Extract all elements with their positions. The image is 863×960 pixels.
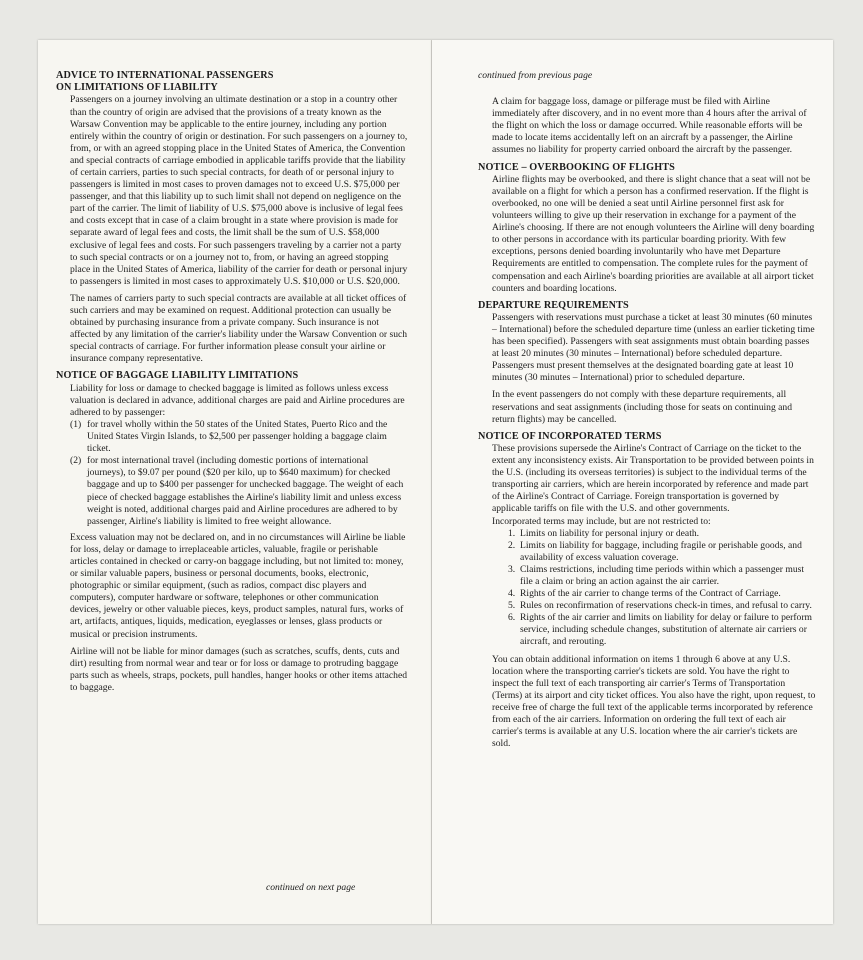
list-item-text: Limits on liability for baggage, including fragile or perishable goods, and availability of excess valuation coverage. xyxy=(520,539,802,563)
list-item xyxy=(508,600,816,612)
overbooking-heading: NOTICE – OVERBOOKING OF FLIGHTS xyxy=(478,161,675,173)
list-item xyxy=(508,564,816,588)
liability-heading xyxy=(56,70,408,94)
additional-info-paragraph: You can obtain additional information on items 1 through 6 above at any U.S. location where the transporting carrier's tickets are sold. You have the right to inspect the full text of each transporting air carrier's Terms of Transportation (Terms) at its airport and city ticket offices. You also have the right, upon request, to receive free of charge the full text of the applicable terms incorporated by reference from each of the air carriers. Information on ordering the full text of each air carrier's terms is available at any U.S. location where the air carrier's tickets are sold. xyxy=(492,653,816,750)
list-item-text: Rights of the air carrier and limits on liability for delay or failure to perform service, including schedule changes, substitution of alternate air carriers or aircraft, and rerouting. xyxy=(520,612,812,648)
incorporated-list-intro: Incorporated terms may include, but are not restricted to: xyxy=(492,515,711,527)
incorporated-terms-list xyxy=(508,528,816,649)
departure-paragraph-1: Passengers with reservations must purchase a ticket at least 30 minutes (60 minutes – International) before the scheduled departure time (unless an earlier ticketing time has been specified). Passengers with seat assignments must obtain boarding passes at least 20 minutes (30 minutes – International) before scheduled departure. Passengers must present themselves at the designated boarding gate at least 10 minutes (30 minutes – International) prior to scheduled departure. xyxy=(492,311,815,384)
list-item xyxy=(508,612,816,648)
right-column xyxy=(478,70,816,755)
liability-heading-line1: ADVICE TO INTERNATIONAL PASSENGERS xyxy=(56,70,274,81)
carriers-names-paragraph: The names of carriers party to such special contracts are available at all ticket offices of such carriers and may be examined on request. Additional protection can usually be obtained by purchasing insurance from a private company. Such insurance is not affected by any limitation of the carrier's liability under the Warsaw Convention or such special contracts of carriage. For further information please consult your airline or insurance company representative. xyxy=(70,292,408,365)
list-item-number: (1) xyxy=(70,418,82,430)
baggage-intro-paragraph: Liability for loss or damage to checked baggage is limited as follows unless excess valuation is declared in advance, additional charges are paid and Airline procedures are adhered to by passenger: xyxy=(70,382,405,418)
incorporated-terms-heading: NOTICE OF INCORPORATED TERMS xyxy=(478,430,662,442)
right-page xyxy=(432,40,833,924)
list-item-text: Limits on liability for personal injury or death. xyxy=(520,527,700,539)
list-item-number: 3. xyxy=(508,563,516,575)
list-item-number: 2. xyxy=(508,539,516,551)
left-column xyxy=(56,70,408,699)
list-item-number: 6. xyxy=(508,612,516,624)
list-item-number: 1. xyxy=(508,527,516,539)
list-item xyxy=(508,588,816,600)
list-item-text: Rules on reconfirmation of reservations check-in times, and refusal to carry. xyxy=(520,600,812,612)
baggage-liability-heading: NOTICE OF BAGGAGE LIABILITY LIMITATIONS xyxy=(56,370,299,382)
continued-next-note: continued on next page xyxy=(266,882,356,893)
warsaw-convention-paragraph: Passengers on a journey involving an ultimate destination or a stop in a country other than the country of origin are advised that the provisions of a treaty known as the Warsaw Convention may be applicable to the entire journey, including any portion entirely within the country of origin or destination. For such passengers on a journey to, from, or with an agreed stopping place in the United States of America, the Convention and special contracts of carriage embodied in applicable tariffs provide that the liability of certain carriers, parties to such special contracts, for death of or personal injury to passengers is limited in most cases to proven damages not to exceed U.S. $75,000 per passenger, and that this liability up to such limit shall not depend on negligence on the part of the carrier. The limit of liability of U.S. $75,000 above is inclusive of legal fees and costs except that in case of a claim brought in a state where provision is made for separate award of legal fees and costs, the limit shall be the sum of U.S. $58,000 exclusive of legal fees and costs. For such passengers traveling by a carrier not a party to such special contracts or on a journey not to, from, or having an agreed stopping place in the United States of America, liability of the carrier for death or personal injury to passengers is limited in most cases to approximately U.S. $10,000 or U.S. $20,000. xyxy=(70,94,408,287)
list-item-text: for travel wholly within the 50 states of the United States, Puerto Rico and the United States Virgin Islands, to $2,500 per passenger holding a baggage claim ticket. xyxy=(87,418,388,455)
list-item xyxy=(70,455,408,528)
left-page xyxy=(38,40,432,924)
list-item-number: (2) xyxy=(70,455,82,467)
list-item-text: for most international travel (including domestic portions of international journeys), to $9.07 per pound ($20 per kilo, up to $640 maximum) for checked baggage and up to $400 per passenger for unchecked baggage. The weight of each piece of checked baggage establishes the Airline's liability limit and unless excess weight is noted, additional charges paid and Airline procedures are adhered to by passenger, Airline's liability is limited to free weight allowance. xyxy=(87,455,404,527)
excess-valuation-paragraph: Excess valuation may not be declared on, and in no circumstances will Airline be liable for loss, delay or damage to irreplaceable articles, valuable, fragile or perishable articles contained in checked or carry-on baggage including, but not limited to: money, or similar valuable papers, business or personal documents, books, electronic, photographic or similar equipment, (such as radios, compact disc players and computers), computer hardware or software, telephones or other communication devices, jewelry or other valuable pieces, keys, product samples, natural furs, works of art, artifacts, antiques, liquids, medication, eyeglasses or lenses, glass products or musical or precision instruments. xyxy=(70,531,406,640)
list-item xyxy=(508,540,816,564)
departure-heading: DEPARTURE REQUIREMENTS xyxy=(478,299,629,311)
continued-prev-note: continued from previous page xyxy=(478,70,593,81)
list-item xyxy=(508,528,816,540)
list-item-text: Rights of the air carrier to change terms of the Contract of Carriage. xyxy=(520,588,781,600)
list-item-number: 4. xyxy=(508,588,516,600)
list-item-text: Claims restrictions, including time periods within which a passenger must file a claim or bring an action against the air carrier. xyxy=(520,563,805,587)
minor-damages-paragraph: Airline will not be liable for minor damages (such as scratches, scuffs, dents, cuts and dirt) resulting from normal wear and tear or for loss or damage to protruding baggage parts such as wheels, straps, pockets, pull handles, hanger hooks or other items attached to baggage. xyxy=(70,645,408,693)
overbooking-paragraph: Airline flights may be overbooked, and there is slight chance that a seat will not be available on a flight for which a person has a confirmed reservation. If the flight is overbooked, no one will be denied a seat until Airline personnel first ask for volunteers willing to give up their reservation in exchange for a payment of the Airline's choosing. If there are not enough volunteers the Airline will deny boarding to other persons in accordance with its particular boarding priority. With few exceptions, persons denied boarding involuntarily who have met Departure Requirements are entitled to compensation. The complete rules for the payment of compensation and each Airline's boarding priorities are available at all airport ticket counters and boarding locations. xyxy=(492,173,815,294)
baggage-limits-list xyxy=(70,419,408,528)
incorporated-terms-paragraph: These provisions supersede the Airline's Contract of Carriage on the ticket to the extent any inconsistency exists. Air Transportation to be provided between points in the U.S. (including its overseas territories) is subject to the individual terms of the transporting air carriers, which are herein incorporated by reference and made part of the Airline's Contract of Carriage. Foreign transportation is governed by applicable tariffs on file with the U.S. and other governments. xyxy=(492,442,814,515)
baggage-claim-paragraph: A claim for baggage loss, damage or pilferage must be filed with Airline immediately after discovery, and in no event more than 4 hours after the arrival of the flight on which the loss or damage occurred. While reasonable efforts will be made to locate items accidentally left on an aircraft by a passenger, the Airline assumes no liability for property carried onboard the aircraft by the passenger. xyxy=(492,96,807,156)
list-item xyxy=(70,419,408,455)
departure-paragraph-2: In the event passengers do not comply with these departure requirements, all reservations and seat assignments (including those for seats on continuing and return flights) may be cancelled. xyxy=(492,389,793,425)
liability-heading-line2: ON LIMITATIONS OF LIABILITY xyxy=(56,82,218,94)
list-item-number: 5. xyxy=(508,600,516,612)
